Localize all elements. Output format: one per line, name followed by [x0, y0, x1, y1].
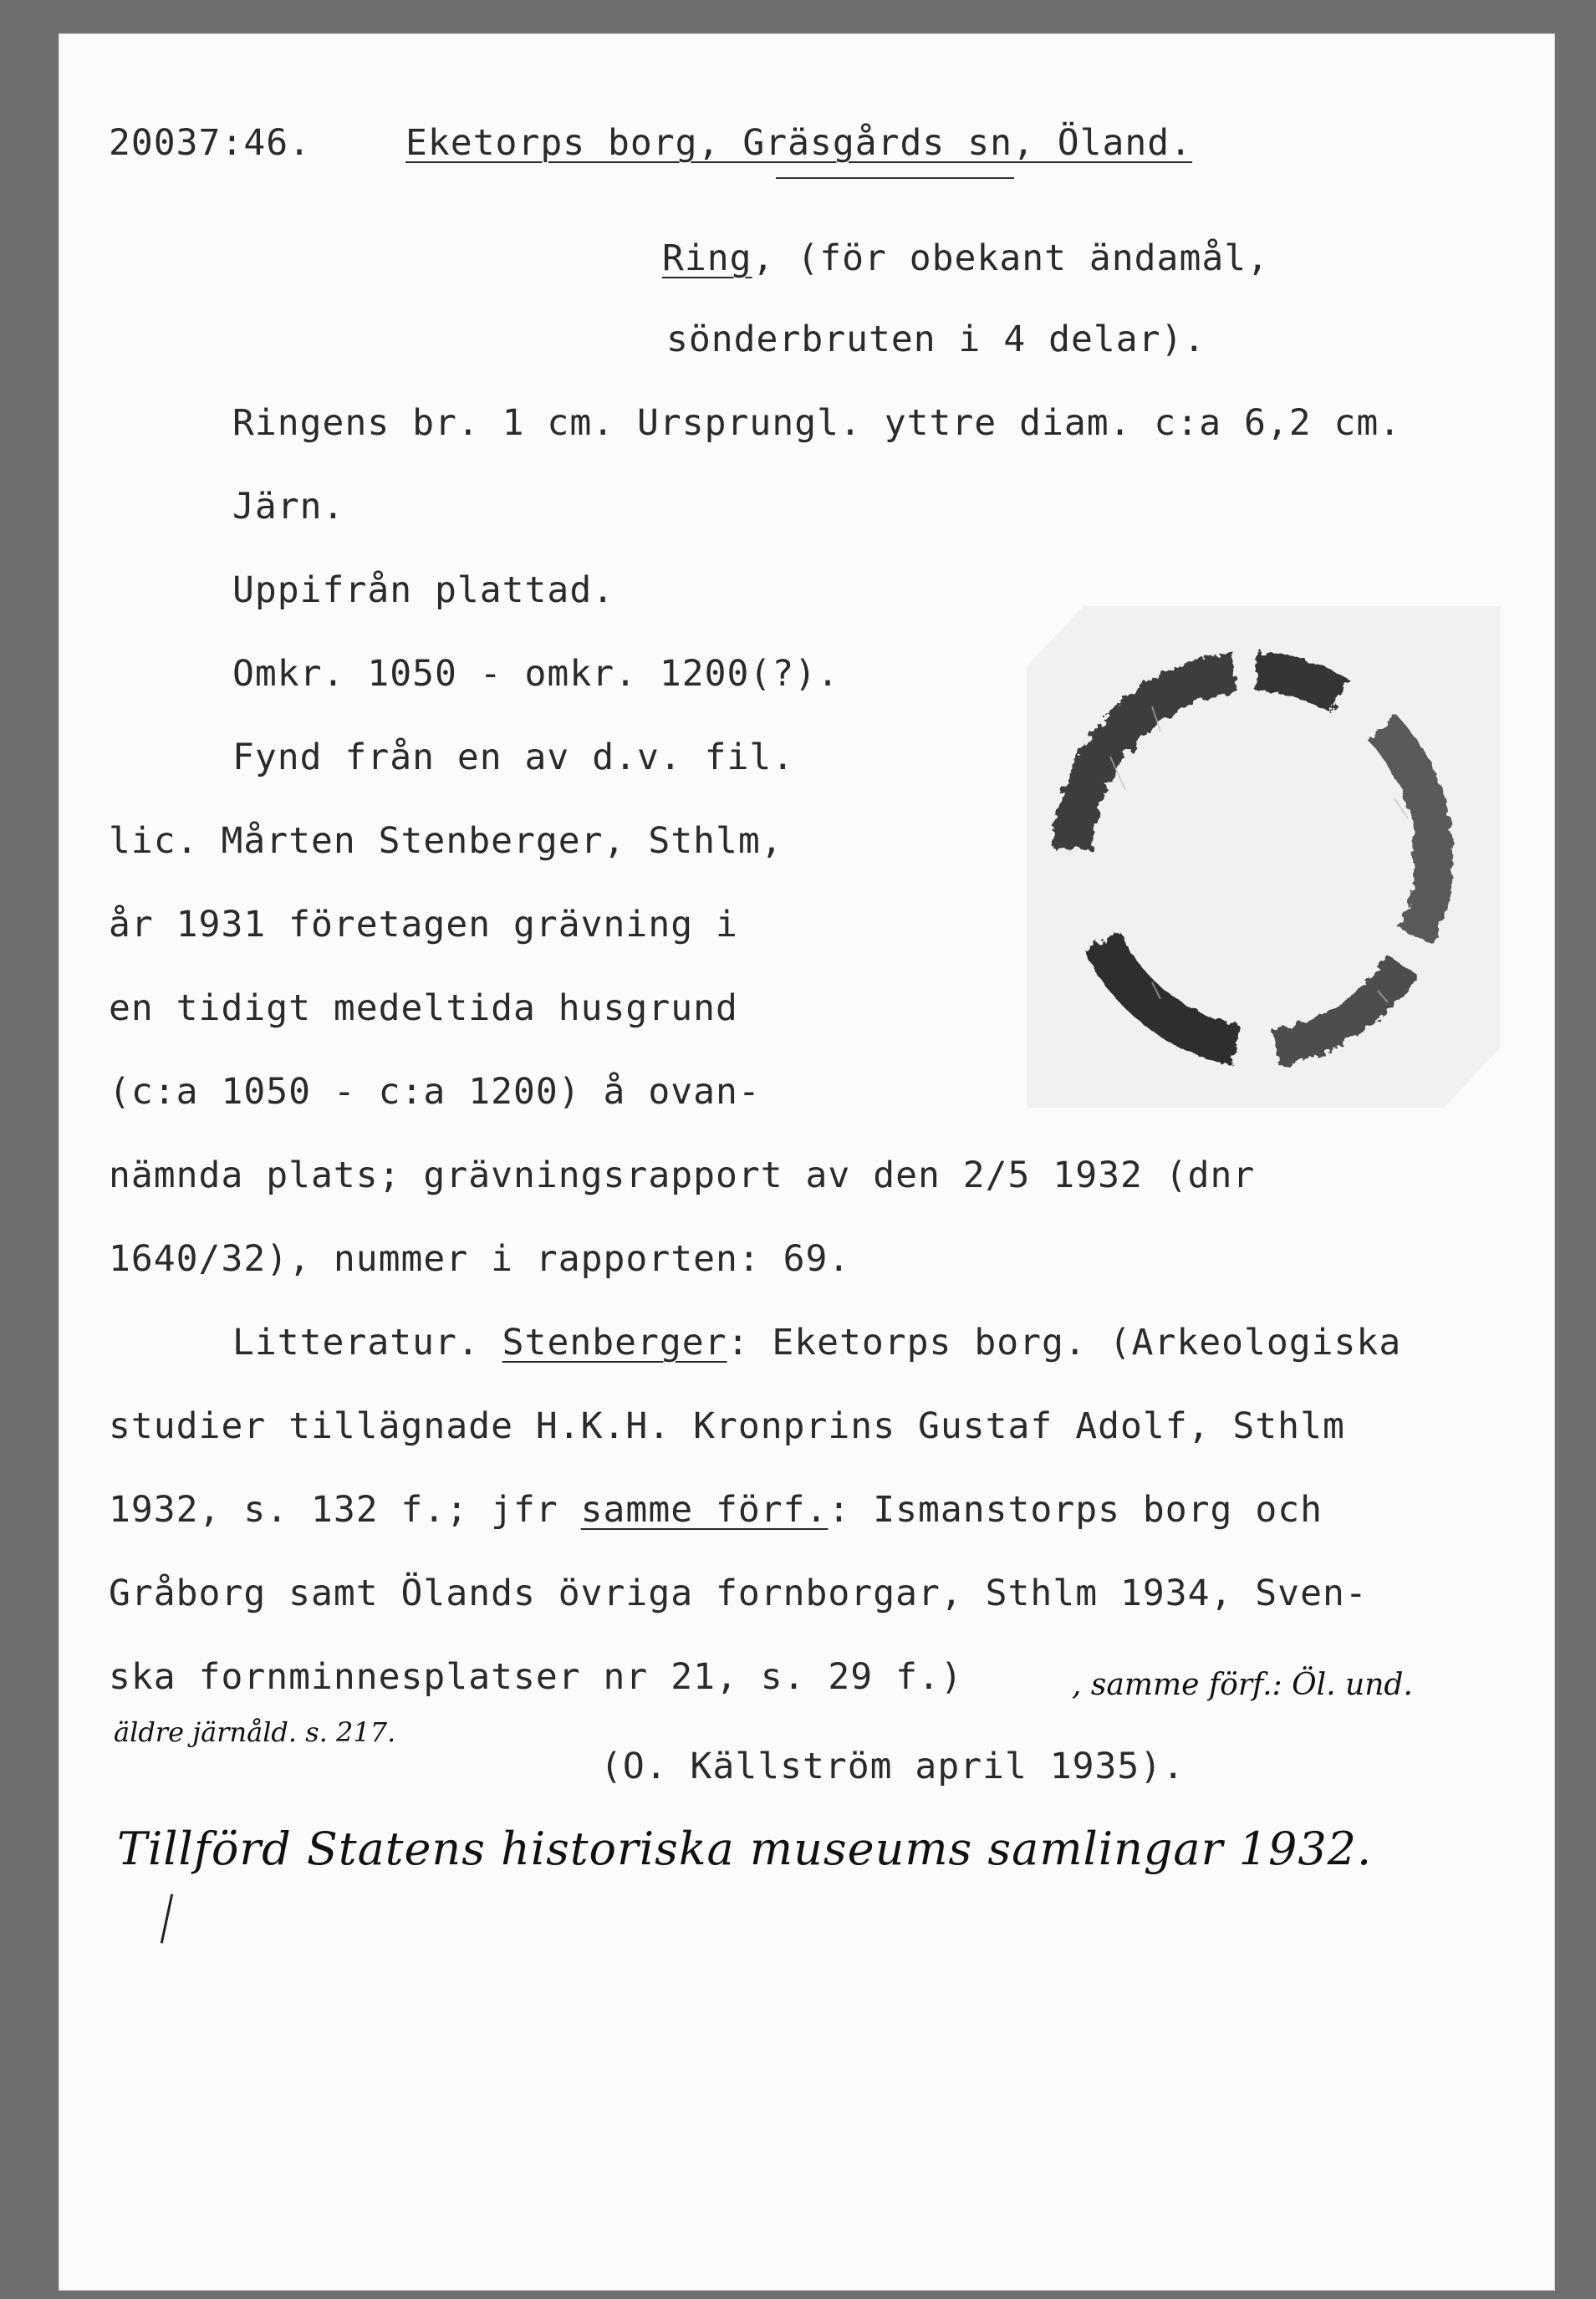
find-line: (c:a 1050 - c:a 1200) å ovan-: [109, 1071, 761, 1113]
author-signature-line: (O. Källström april 1935).: [600, 1746, 1186, 1787]
object-desc-line-1: , (för obekant ändamål,: [752, 237, 1269, 279]
site-name: Eketorps borg, Gräsgårds sn, Öland.: [405, 122, 1193, 164]
literature-line-3-end: : Ismanstorps borg och: [828, 1489, 1323, 1531]
handwritten-accession-note: Tillförd Statens historiska museums samlingar 1932.: [117, 1822, 1373, 1875]
find-line: en tidigt medeltida husgrund: [109, 987, 738, 1029]
literature-same-author: samme förf.: [580, 1489, 829, 1531]
literature-line-1: [232, 1322, 1402, 1364]
literature-line-5: ska fornminnesplatser nr 21, s. 29 f.): [109, 1656, 963, 1698]
literature-title: : Eketorps borg. (Arkeologiska: [727, 1322, 1402, 1364]
handwritten-addendum-1: , samme förf.: Öl. und.: [1072, 1668, 1413, 1702]
dimensions-line: Ringens br. 1 cm. Ursprungl. yttre diam. c:a 6,2 cm.: [232, 402, 1402, 444]
find-line: år 1931 företagen grävning i: [109, 904, 738, 946]
find-line: 1640/32), nummer i rapporten: 69.: [109, 1238, 851, 1280]
literature-label: Litteratur.: [232, 1322, 502, 1364]
literature-line-4: Gråborg samt Ölands övriga fornborgar, Sthlm 1934, Sven-: [109, 1573, 1368, 1614]
literature-line-3: [109, 1489, 1323, 1531]
catalog-card: [59, 33, 1555, 2291]
find-line: Fynd från en av d.v. fil.: [232, 737, 795, 778]
condition-line: Uppifrån plattad.: [232, 569, 615, 611]
dating-line: Omkr. 1050 - omkr. 1200(?).: [232, 653, 839, 695]
literature-line-2: studier tillägnade H.K.H. Kronprins Gustaf Adolf, Sthlm: [109, 1405, 1345, 1447]
catalog-number: 20037:46.: [109, 122, 311, 164]
object-heading: [662, 237, 1269, 279]
handwritten-addendum-2: äldre järnåld. s. 217.: [114, 1716, 396, 1748]
material-line: Järn.: [232, 486, 345, 528]
ring-photograph: [1027, 606, 1501, 1108]
site-underline-stroke: [776, 177, 1014, 179]
object-desc-line-2: sönderbruten i 4 delar).: [666, 319, 1206, 360]
object-name: Ring: [662, 237, 752, 279]
literature-author: Stenberger: [502, 1322, 727, 1364]
broken-ring-image: [1027, 606, 1501, 1108]
literature-line-3-start: 1932, s. 132 f.; jfr: [109, 1489, 581, 1531]
pen-stroke: [161, 1894, 173, 1943]
find-line: nämnda plats; grävningsrapport av den 2/5 1932 (dnr: [109, 1155, 1256, 1196]
find-line: lic. Mårten Stenberger, Sthlm,: [109, 820, 783, 862]
